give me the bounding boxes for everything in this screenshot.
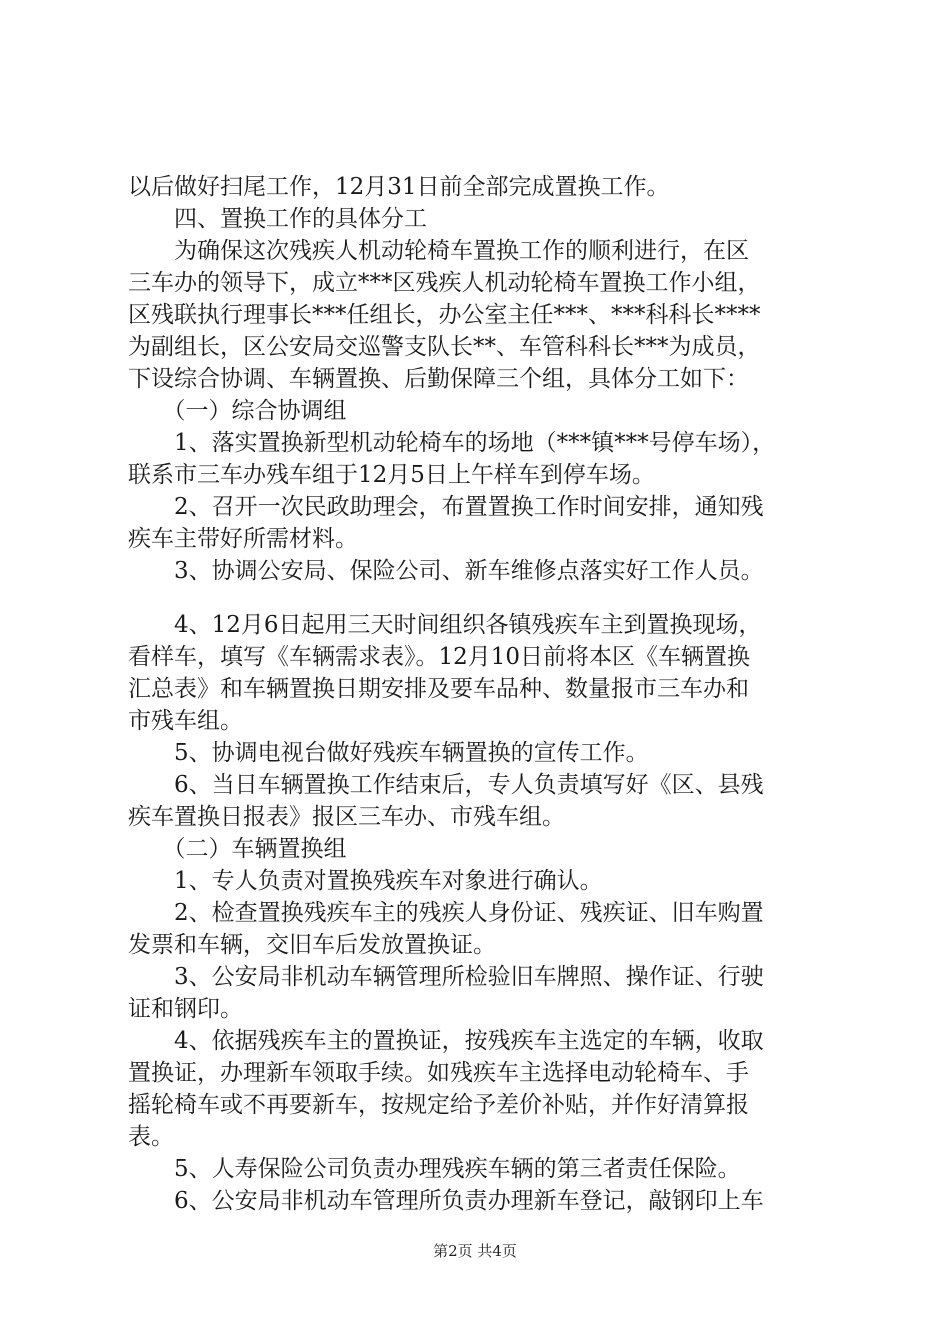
section-heading: 四、置换工作的具体分工 — [128, 206, 427, 232]
text-line: 汇总表》和车辆置换日期安排及要车品种、数量报市三车办和 — [128, 676, 749, 702]
subsection-heading: （二）车辆置换组 — [128, 836, 347, 862]
text-line: 看样车，填写《车辆需求表》。12月10日前将本区《车辆置换 — [128, 644, 751, 670]
text-line: 3、协调公安局、保险公司、新车维修点落实好工作人员。 — [128, 558, 764, 584]
text-line: 1、落实置换新型机动轮椅车的场地（***镇***号停车场）， — [128, 430, 776, 456]
text-line: 以后做好扫尾工作，12月31日前全部完成置换工作。 — [128, 174, 670, 200]
text-line: 为副组长，区公安局交巡警支队长**、车管科科长***为成员， — [128, 334, 761, 360]
text-line: 区残联执行理事长***任组长，办公室主任***、***科科长**** — [128, 302, 761, 328]
text-line: 2、召开一次民政助理会，布置置换工作时间安排，通知残 — [128, 494, 764, 520]
text-line: 市残车组。 — [128, 708, 243, 734]
text-line: 下设综合协调、车辆置换、后勤保障三个组，具体分工如下： — [128, 366, 749, 392]
text-line: 4、依据残疾车主的置换证，按残疾车主选定的车辆，收取 — [128, 1028, 764, 1054]
subsection-heading: （一）综合协调组 — [128, 398, 347, 424]
text-line: 联系市三车办残车组于12月5日上午样车到停车场。 — [128, 462, 655, 488]
text-line: 6、当日车辆置换工作结束后，专人负责填写好《区、县残 — [128, 772, 764, 798]
text-line: 三车办的领导下，成立***区残疾人机动轮椅车置换工作小组， — [128, 270, 761, 296]
text-line: 2、检查置换残疾车主的残疾人身份证、残疾证、旧车购置 — [128, 900, 764, 926]
text-line: 5、人寿保险公司负责办理残疾车辆的第三者责任保险。 — [128, 1156, 741, 1182]
text-line: 证和钢印。 — [128, 996, 243, 1022]
page-number-footer: 第2页 共4页 — [433, 1242, 517, 1260]
text-line: 6、公安局非机动车管理所负责办理新车登记，敲钢印上车 — [128, 1188, 764, 1214]
text-line: 摇轮椅车或不再要新车，按规定给予差价补贴，并作好清算报 — [128, 1092, 749, 1118]
text-line: 1、专人负责对置换残疾车对象进行确认。 — [128, 868, 603, 894]
text-line: 置换证，办理新车领取手续。如残疾车主选择电动轮椅车、手 — [128, 1060, 749, 1086]
text-line: 表。 — [128, 1124, 174, 1150]
text-line: 疾车主带好所需材料。 — [128, 526, 358, 552]
text-line: 3、公安局非机动车辆管理所检验旧车牌照、操作证、行驶 — [128, 964, 764, 990]
text-line: 5、协调电视台做好残疾车辆置换的宣传工作。 — [128, 740, 649, 766]
text-line: 4、12月6日起用三天时间组织各镇残疾车主到置换现场， — [128, 612, 762, 638]
document-body — [128, 171, 828, 1217]
text-line: 发票和车辆，交旧车后发放置换证。 — [128, 932, 496, 958]
text-line: 为确保这次残疾人机动轮椅车置换工作的顺利进行，在区 — [128, 238, 749, 264]
paragraph-gap — [128, 587, 828, 609]
text-line: 疾车置换日报表》报区三车办、市残车组。 — [128, 804, 565, 830]
